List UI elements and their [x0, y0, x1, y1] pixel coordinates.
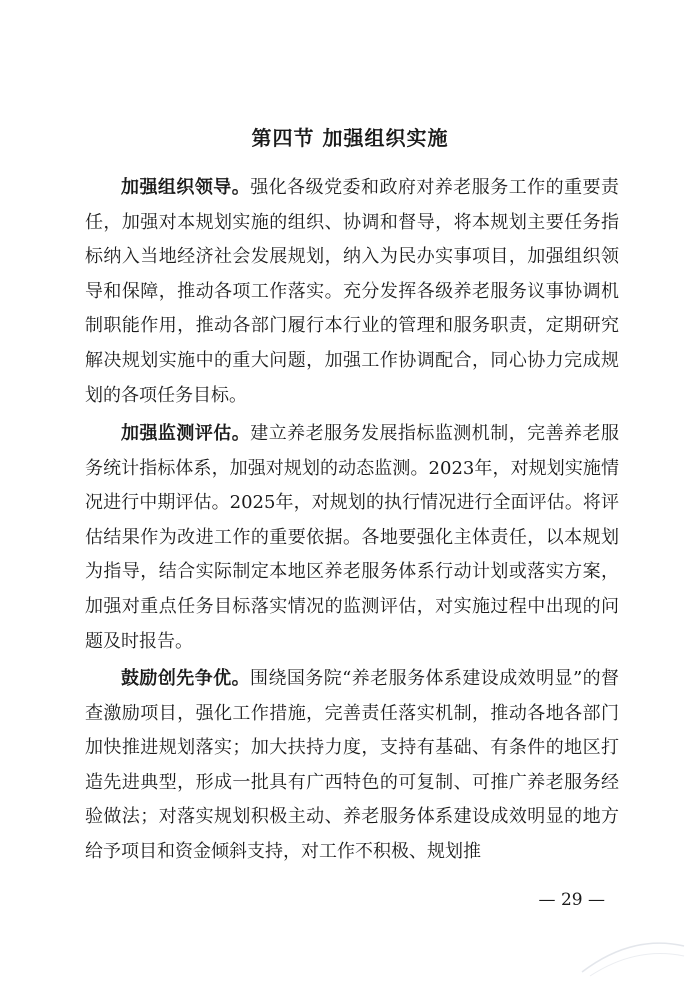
- paragraph-excellence: [85, 662, 619, 870]
- paragraph-lead: 加强组织领导。: [121, 177, 251, 198]
- paragraph-body: 强化各级党委和政府对养老服务工作的重要责任，加强对本规划实施的组织、协调和督导，将本规划主要任务指标纳入当地经济社会发展规划，纳入为民办实事项目，加强组织领导和保障，推动各项工作落实。充分发挥各级养老服务议事协调机制职能作用，推动各部门履行本行业的管理和服务职责，定期研究解决规划实施中的重大问题，加强工作协调配合，同心协力完成规划的各项任务目标。: [85, 177, 620, 406]
- paragraph-lead: 加强监测评估。: [121, 423, 251, 444]
- paragraph-lead: 鼓励创先争优。: [121, 668, 251, 689]
- paragraph-body: 围绕国务院“养老服务体系建设成效明显”的督查激励项目，强化工作措施，完善责任落实机制，推动各地各部门加快推进规划落实；加大扶持力度，支持有基础、有条件的地区打造先进典型，形成一批具有广西特色的可复制、可推广养老服务经验做法；对落实规划积极主动、养老服务体系建设成效明显的地方给予项目和资金倾斜支持，对工作不积极、规划推: [85, 668, 620, 862]
- section-title: 第四节 加强组织实施: [251, 126, 449, 150]
- page-number: — 29 —: [538, 890, 605, 910]
- paragraph-monitoring: [85, 417, 619, 659]
- watermark-icon: [572, 924, 692, 984]
- paragraph-body: 建立养老服务发展指标监测机制，完善养老服务统计指标体系，加强对规划的动态监测。2023年，对规划实施情况进行中期评估。2025年，对规划的执行情况进行全面评估。将评估结果作为改进工作的重要依据。各地要强化主体责任，以本规划为指导，结合实际制定本地区养老服务体系行动计划或落实方案，加强对重点任务目标落实情况的监测评估，对实施过程中出现的问题及时报告。: [85, 423, 620, 652]
- watermark-logo: [572, 924, 692, 984]
- paragraph-leadership: [85, 171, 619, 413]
